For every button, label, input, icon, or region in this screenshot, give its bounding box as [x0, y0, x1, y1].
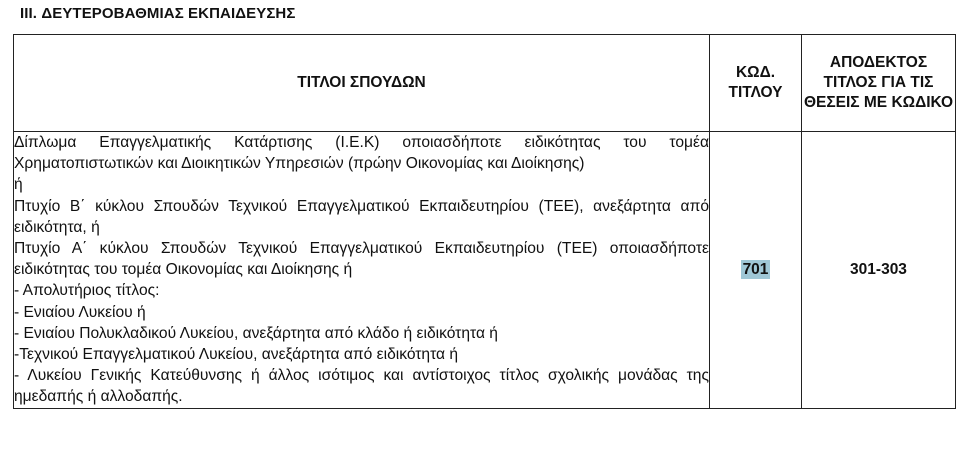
title-code-cell — [710, 132, 802, 409]
header-accepted-title: ΑΠΟΔΕΚΤΟΣ ΤΙΤΛΟΣ ΓΙΑ ΤΙΣ ΘΕΣΕΙΣ ΜΕ ΚΩΔΙΚΟ — [802, 35, 956, 132]
table-row — [14, 132, 956, 409]
degree-paragraph: - Απολυτήριος τίτλος: — [14, 282, 160, 300]
accepted-codes-cell: 301-303 — [802, 132, 956, 409]
degree-paragraph: - Λυκείου Γενικής Κατεύθυνσης ή άλλος ισότιμος και αντίστοιχος τίτλος σχολικής μονάδας της ημεδαπής ή αλλοδαπής. — [14, 367, 709, 406]
header-titles: ΤΙΤΛΟΙ ΣΠΟΥΔΩΝ — [14, 35, 710, 132]
degree-paragraph: ή — [14, 176, 23, 194]
title-code: 701 — [742, 260, 769, 278]
degree-paragraph: -Τεχνικού Επαγγελματικού Λυκείου, ανεξάρτητα από ειδικότητα ή — [14, 346, 459, 364]
degree-paragraph: Δίπλωμα Επαγγελματικής Κατάρτισης (Ι.Ε.Κ) οποιασδήποτε ειδικότητας του τομέα Χρηματοπιστωτικών και Διοικητικών Υπηρεσιών (πρώην Οικονομίας και Διοίκησης) — [14, 134, 709, 173]
degree-paragraph: - Ενιαίου Πολυκλαδικού Λυκείου, ανεξάρτητα από κλάδο ή ειδικότητα ή — [14, 324, 498, 342]
degree-paragraph: Πτυχίο Β΄ κύκλου Σπουδών Τεχνικού Επαγγελματικού Εκπαιδευτηρίου (ΤΕΕ), ανεξάρτητα από ειδικότητα, ή — [14, 197, 709, 236]
degree-description-cell — [14, 132, 710, 409]
degree-paragraph: - Ενιαίου Λυκείου ή — [14, 303, 146, 321]
degree-paragraph: Πτυχίο Α΄ κύκλου Σπουδών Τεχνικού Επαγγελματικού Εκπαιδευτηρίου (ΤΕΕ) οποιασδήποτε ειδικότητας του τομέα Οικονομίας και Διοίκησης ή — [14, 240, 709, 279]
table-header-row — [14, 35, 956, 132]
degrees-table — [13, 34, 956, 409]
header-code: ΚΩΔ. ΤΙΤΛΟΥ — [710, 35, 802, 132]
section-heading: III. ΔΕΥΤΕΡΟΒΑΘΜΙΑΣ ΕΚΠΑΙΔΕΥΣΗΣ — [20, 5, 296, 22]
